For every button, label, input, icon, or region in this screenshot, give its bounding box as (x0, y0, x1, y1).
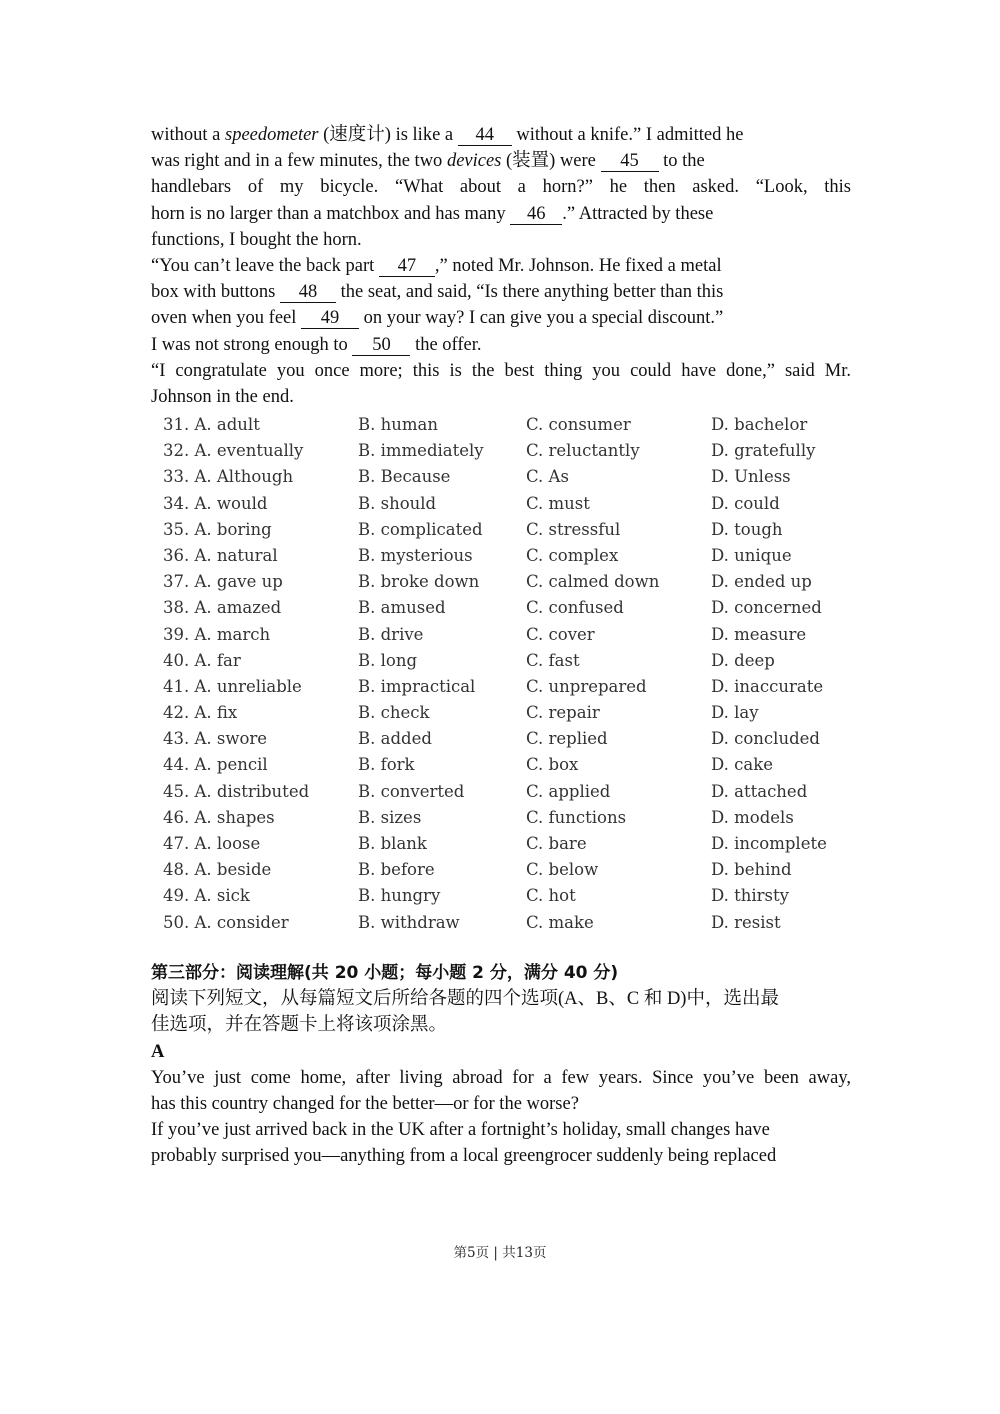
option-choice: C. reluctantly (526, 441, 640, 461)
option-choice: C. below (526, 860, 599, 880)
option-row (163, 910, 863, 936)
option-choice: B. immediately (358, 441, 484, 461)
option-row (163, 517, 863, 543)
option-choice: D. deep (711, 650, 775, 670)
option-choice: D. attached (711, 781, 808, 801)
option-choice: C. complex (526, 545, 619, 565)
blank-44: 44 (458, 126, 512, 146)
blank-46: 46 (510, 205, 562, 225)
option-choice: C. stressful (526, 519, 621, 539)
option-choice: 37. A. gave up (163, 572, 283, 592)
option-choice: 39. A. march (163, 624, 271, 644)
option-choice: B. long (358, 650, 418, 670)
option-choice: 45. A. distributed (163, 781, 310, 801)
blank-45: 45 (601, 152, 659, 172)
option-choice: D. lay (711, 703, 759, 723)
option-choice: C. bare (526, 834, 587, 853)
option-choice: B. added (358, 729, 432, 749)
option-choice: D. resist (711, 912, 781, 932)
option-choice: D. behind (711, 860, 792, 880)
option-choice: D. inaccurate (711, 676, 824, 696)
option-choice: D. thirsty (711, 886, 789, 906)
option-choice: C. hot (526, 886, 576, 906)
option-choice: 38. A. amazed (163, 598, 282, 618)
blank-49: 49 (301, 309, 359, 329)
option-choice: B. Because (358, 467, 451, 487)
option-row (163, 648, 863, 674)
passage-line: “I congratulate you once more; this is the best thing you could have done,” said Mr. (151, 360, 851, 381)
blank-48: 48 (280, 283, 336, 303)
passage-line: was right and in a few minutes, the two devices (装置) were 45 to the (151, 151, 705, 172)
option-choice: C. make (526, 912, 594, 932)
blank-47: 47 (379, 257, 435, 277)
option-row (163, 726, 863, 752)
section-title: 第三部分：阅读理解(共 20 小题；每小题 2 分，满分 40 分) (151, 963, 619, 983)
option-choice: D. tough (711, 519, 783, 539)
option-choice: B. drive (358, 624, 424, 644)
option-choice: 47. A. loose (163, 834, 261, 853)
option-choice: B. before (358, 860, 435, 880)
option-choice: B. mysterious (358, 545, 473, 565)
option-choice: C. As (526, 467, 569, 487)
option-choice: C. confused (526, 598, 624, 618)
cloze-passage (151, 122, 851, 410)
option-choice: D. concluded (711, 729, 820, 749)
option-choice: D. ended up (711, 572, 812, 592)
option-choice: D. cake (711, 755, 773, 775)
passage-line: oven when you feel 49 on your way? I can give you a special discount.” (151, 308, 724, 329)
option-choice: 43. A. swore (163, 729, 268, 749)
option-choice: B. hungry (358, 886, 441, 906)
option-choice: 36. A. natural (163, 545, 278, 565)
option-choice: B. check (358, 703, 430, 723)
option-choice: D. models (711, 807, 794, 827)
blank-50: 50 (352, 336, 410, 356)
option-choice: 44. A. pencil (163, 755, 268, 775)
option-choice: D. gratefully (711, 441, 816, 461)
option-choice: 41. A. unreliable (163, 676, 302, 696)
option-choice: B. amused (358, 598, 446, 618)
option-choice: D. unique (711, 545, 792, 565)
option-choice: D. incomplete (711, 834, 827, 853)
option-choice: C. unprepared (526, 676, 647, 696)
option-choice: 50. A. consider (163, 912, 289, 932)
passage-line: functions, I bought the horn. (151, 229, 362, 250)
option-choice: C. fast (526, 650, 580, 670)
option-choice: 34. A. would (163, 493, 268, 513)
option-choice: B. complicated (358, 519, 483, 539)
passage-line: without a speedometer (速度计) is like a 44 without a knife.” I admitted he (151, 125, 744, 145)
option-choice: 31. A. adult (163, 415, 260, 434)
section-instructions: 阅读下列短文，从每篇短文后所给各题的四个选项(A、B、C 和 D)中，选出最 (151, 989, 779, 1010)
option-row (163, 569, 863, 595)
option-choice: C. replied (526, 729, 608, 749)
option-row (163, 805, 863, 831)
option-choice: B. human (358, 415, 438, 434)
option-choice: D. bachelor (711, 415, 808, 434)
option-choice: D. measure (711, 624, 807, 644)
option-choice: D. could (711, 493, 780, 513)
option-row (163, 491, 863, 517)
option-choice: 42. A. fix (163, 703, 238, 723)
option-row (163, 883, 863, 909)
reading-line: probably surprised you—anything from a local greengrocer suddenly being replaced (151, 1146, 777, 1167)
option-choice: 32. A. eventually (163, 441, 304, 461)
option-row (163, 438, 863, 464)
option-choice: D. Unless (711, 467, 791, 487)
page-footer: 第5页 | 共13页 (453, 1245, 547, 1261)
option-choice: B. impractical (358, 676, 476, 696)
option-choice: B. should (358, 493, 437, 513)
option-choice: 49. A. sick (163, 886, 250, 906)
option-choice: C. applied (526, 781, 611, 801)
option-choice: C. consumer (526, 415, 631, 434)
option-row (163, 595, 863, 621)
passage-line: “You can’t leave the back part 47 ,” noted Mr. Johnson. He fixed a metal (151, 256, 722, 277)
reading-line: has this country changed for the better—or for the worse? (151, 1094, 579, 1115)
reading-section (151, 960, 851, 1170)
option-choice: 40. A. far (163, 650, 241, 670)
passage-line: Johnson in the end. (151, 387, 294, 408)
option-choice: C. repair (526, 703, 600, 723)
option-row (163, 622, 863, 648)
reading-line: If you’ve just arrived back in the UK after a fortnight’s holiday, small changes have (151, 1120, 770, 1141)
passage-line: box with buttons 48 the seat, and said, “Is there anything better than this (151, 282, 724, 303)
option-row (163, 831, 863, 857)
option-choice: 46. A. shapes (163, 807, 275, 827)
option-row (163, 857, 863, 883)
passage-line: I was not strong enough to 50 the offer. (151, 334, 482, 355)
answer-options-table (163, 412, 863, 936)
option-choice: D. concerned (711, 598, 822, 618)
option-choice: B. converted (358, 781, 465, 801)
option-choice: C. box (526, 755, 579, 775)
option-choice: B. withdraw (358, 912, 460, 932)
option-row (163, 464, 863, 490)
passage-letter: A (151, 1041, 165, 1062)
option-row (163, 412, 863, 438)
option-row (163, 700, 863, 726)
option-choice: B. blank (358, 834, 427, 853)
option-choice: C. cover (526, 624, 595, 644)
option-choice: 35. A. boring (163, 519, 272, 539)
reading-line: You’ve just come home, after living abroad for a few years. Since you’ve been away, (151, 1067, 851, 1088)
option-choice: B. fork (358, 755, 415, 775)
option-choice: 33. A. Although (163, 467, 294, 487)
section-instructions: 佳选项，并在答题卡上将该项涂黑。 (151, 1015, 448, 1036)
option-choice: 48. A. beside (163, 860, 272, 880)
option-row (163, 752, 863, 778)
passage-line: handlebars of my bicycle. “What about a horn?” he then asked. “Look, this (151, 177, 851, 198)
option-row (163, 543, 863, 569)
passage-line: horn is no larger than a matchbox and has many 46 .” Attracted by these (151, 203, 714, 224)
option-choice: C. must (526, 493, 590, 513)
option-choice: C. functions (526, 807, 627, 827)
option-row (163, 674, 863, 700)
option-choice: C. calmed down (526, 572, 660, 592)
option-choice: B. sizes (358, 807, 422, 827)
option-row (163, 779, 863, 805)
option-choice: B. broke down (358, 572, 480, 592)
